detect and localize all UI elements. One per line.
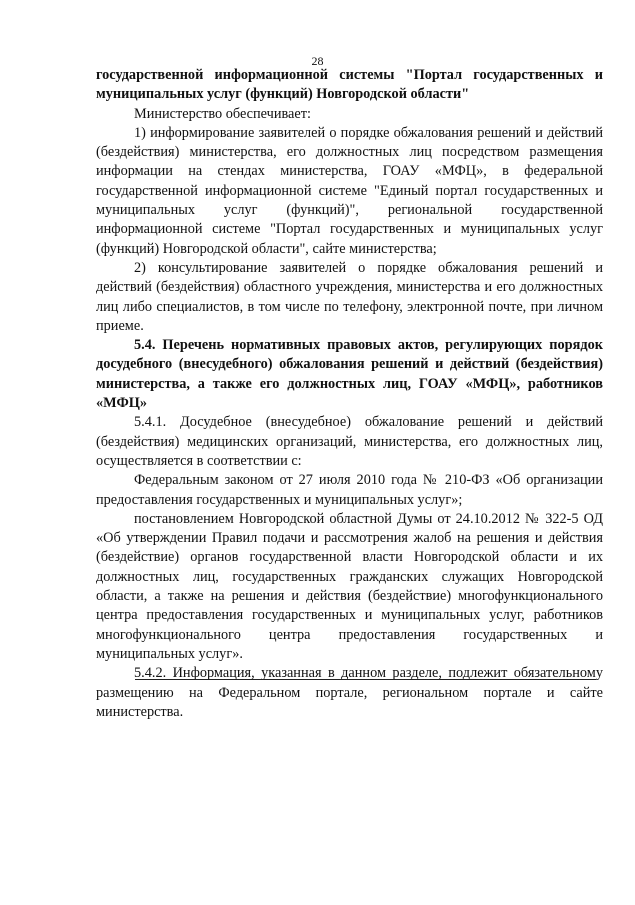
paragraph-item-1-informing: 1) информирование заявителей о порядке обжалования решений и действий (бездействия) министерства, его должностных лиц посредством размещения информации на стендах министерства, ГОАУ «МФЦ», в федеральной государственной информационной системе "Единый портал государственных и муниципальных услуг (функций)", региональной государственной информационной системе "Портал государственных и муниципальных услуг (функций) Новгородской области", сайте министерства; bbox=[96, 124, 603, 257]
page-number: 28 bbox=[311, 54, 324, 68]
paragraph-5-4-2: 5.4.2. Информация, указанная в данном разделе, подлежит обязательному размещению на Федеральном портале, региональном портале и сайте министерства. bbox=[96, 665, 603, 720]
paragraph-section-title-continuation: государственной информационной системы "Портал государственных и муниципальных услуг (функций) Новгородской области" bbox=[96, 67, 603, 103]
paragraph-ministry-provides: Министерство обеспечивает: bbox=[134, 105, 311, 122]
horizontal-rule bbox=[135, 679, 596, 680]
paragraph-5-4-1: 5.4.1. Досудебное (внесудебное) обжалование решений и действий (бездействия) медицинских организаций, министерства, его должностных лиц, осуществляется в соответствии с: bbox=[96, 414, 603, 469]
paragraph-item-2-consulting: 2) консультирование заявителей о порядке обжалования решений и действий (бездействия) областного учреждения, министерства и его должностных лиц либо специалистов, в том числе по телефону, электронной почте, при личном приеме. bbox=[96, 259, 603, 334]
paragraph-federal-law: Федеральным законом от 27 июля 2010 года № 210-ФЗ «Об организации предоставления государственных и муниципальных услуг»; bbox=[96, 472, 603, 508]
paragraph-duma-resolution: постановлением Новгородской областной Думы от 24.10.2012 № 322-5 ОД «Об утверждении Правил подачи и рассмотрения жалоб на решения и действия (бездействие) органов государственной власти Новгородской области и их должностных лиц, государственных гражданских служащих Новгородской области, а также на решения и действия (бездействие) многофункционального центра предоставления государственных и муниципальных услуг, работников многофункционального центра предоставления государственных и муниципальных услуг». bbox=[96, 510, 603, 662]
document-body bbox=[96, 66, 603, 722]
section-heading-5-4: 5.4. Перечень нормативных правовых актов, регулирующих порядок досудебного (внесудебного) обжалования решений и действий (бездействия) министерства, а также его должностных лиц, ГОАУ «МФЦ», работников «МФЦ» bbox=[96, 337, 603, 412]
